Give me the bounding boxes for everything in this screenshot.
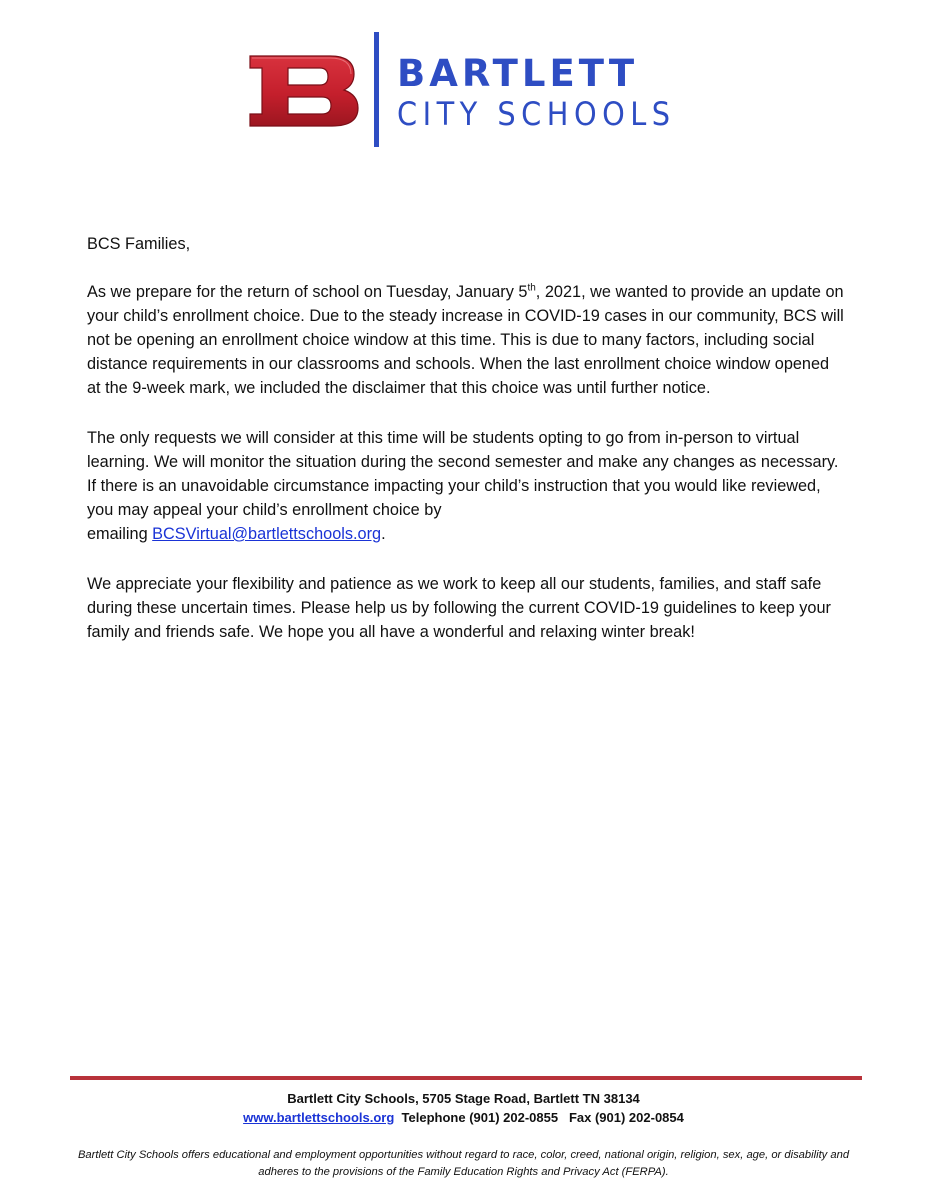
footer-contact: [0, 1109, 927, 1127]
salutation: BCS Families,: [87, 235, 191, 253]
paragraph-1-rest: , 2021, we wanted to provide an update on your child’s enrollment choice. Due to the steady increase in COVID-19 cases in our community, BCS will not be opening an enrollment choice window at this time. This is due to many factors, including social distance requirements in our classrooms and schools. When the last enrollment choice window opened at the 9-week mark, we included the disclaimer that this choice was until further notice.: [87, 283, 844, 397]
paragraph-2-start: The only requests we will consider at this time will be students opting to go from in-person to virtual learning. We will monitor the situation during the second semester and make any changes as necessary. If there is an unavoidable circumstance impacting your child’s instruction that you would like reviewed, you may appeal your child’s enrollment choice by: [87, 429, 839, 519]
paragraph-2-end: .: [381, 525, 386, 543]
logo-divider: [374, 32, 379, 147]
website-link[interactable]: www.bartlettschools.org: [243, 1110, 395, 1125]
paragraph-1-start: As we prepare for the return of school on Tuesday, January 5: [87, 283, 528, 301]
district-subtitle: CITY SCHOOLS: [397, 95, 676, 133]
footer-divider: [70, 1076, 862, 1080]
paragraph-1: [87, 280, 847, 400]
ordinal-suffix: th: [527, 282, 536, 294]
email-link[interactable]: BCSVirtual@bartlettschools.org: [152, 525, 382, 543]
telephone: Telephone (901) 202-0855: [401, 1110, 559, 1125]
district-name: BARTLETT: [397, 52, 639, 95]
bartlett-b-logo-icon: [248, 54, 360, 128]
letter-body: [87, 232, 847, 670]
paragraph-2-emailing: emailing: [87, 525, 153, 543]
fax: Fax (901) 202-0854: [568, 1110, 684, 1125]
letterhead: [248, 32, 688, 148]
footer-disclaimer: Bartlett City Schools offers educational and employment opportunities without regard to race, color, creed, national origin, religion, sex, age, or disability and adheres to the provisions of the Family Education Rights and Privacy Act (FERPA).: [77, 1149, 850, 1178]
paragraph-2: [87, 426, 847, 546]
footer-address: Bartlett City Schools, 5705 Stage Road, Bartlett TN 38134: [287, 1091, 640, 1106]
paragraph-3: We appreciate your flexibility and patience as we work to keep all our students, families, and staff safe during these uncertain times. Please help us by following the current COVID-19 guidelines to keep your family and friends safe. We hope you all have a wonderful and relaxing winter break!: [87, 575, 831, 641]
